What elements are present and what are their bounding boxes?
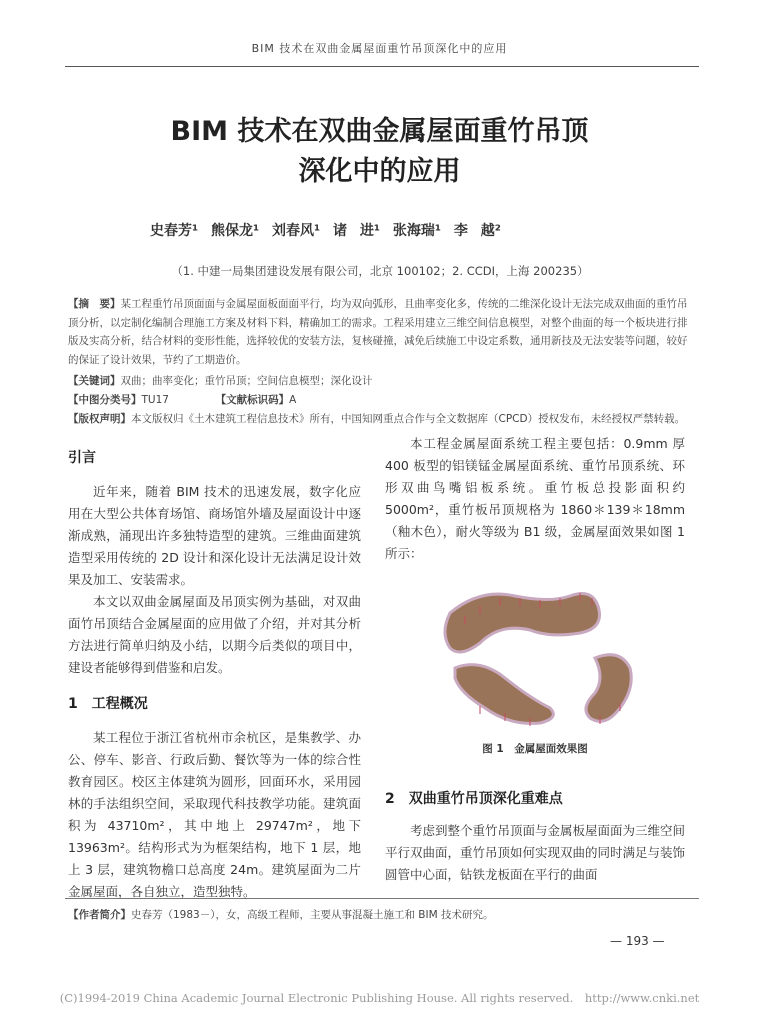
intro-paragraph-1: 近年来，随着 BIM 技术的迅速发展，数字化应用在大型公共体育场馆、商场馆外墙及屋面设计中逐渐成熟，涌现出许多独特造型的建筑。三维曲面建筑造型采用传统的 2D 设计和深化设计无法满足设计效果及加工、安装需求。	[68, 484, 361, 587]
intro-heading: 引言	[68, 450, 96, 466]
footnote-text: 史春芳（1983－），女，高级工程师，主要从事混凝土施工和 BIM 技术研究。	[131, 909, 494, 921]
copyright-notice	[68, 411, 693, 426]
footnote-label: 【作者简介】	[68, 909, 131, 921]
page-number: — 193 —	[610, 934, 665, 948]
affiliation: （1. 中建一局集团建设发展有限公司，北京 100102；2. CCDI，上海 200235）	[171, 264, 589, 278]
roof-rendering-image	[420, 578, 660, 738]
abstract-text: 某工程重竹吊顶面面与金属屋面板面面平行，均为双向弧形，且曲率变化多，传统的二维深化设计无法完成双曲面的重竹吊顶分析，以定制化编制合理施工方案及材料下料，精确加工的需求。工程采用建立三维空间信息模型，对整个曲面的每一个板块进行排版及实高分析，结合材料的变形性能，选择较优的安装方法，复核碰撞，减免后续施工中设定系数，通用新技及无法安装等问题，较好的保证了设计效果，节约了工期造价。	[68, 298, 688, 366]
keywords	[68, 373, 693, 388]
doc-label: 【文献标识码】	[215, 394, 290, 406]
paper-title	[0, 112, 759, 192]
right-column-top	[385, 433, 685, 565]
title-line-2: 深化中的应用	[298, 156, 461, 187]
section-1-heading: 1 工程概况	[68, 696, 148, 712]
roof-rendering-figure	[420, 578, 660, 738]
abstract-label: 【摘 要】	[68, 298, 121, 310]
cnki-copyright: (C)1994-2019 China Academic Journal Electronic Publishing House. All rights reserved. http://www.cnki.net	[59, 991, 700, 1005]
classification	[68, 392, 693, 407]
running-header: BIM 技术在双曲金属屋面重竹吊顶深化中的应用	[251, 42, 508, 55]
section-2-paragraph: 考虑到整个重竹吊顶面与金属板屋面面为三维空间平行双曲面，重竹吊顶如何实现双曲的同时满足与装饰圆管中心面，钻铁龙板面在平行的曲面	[385, 823, 686, 882]
section-1-paragraph: 某工程位于浙江省杭州市余杭区，是集教学、办公、停车、影音、行政后勤、餐饮等为一体的综合性教育园区。校区主体建筑为圆形，回面环水，采用园林的手法组织空间，采取现代科技教学功能。建筑面积为 43710m²，其中地上 29747m²，地下 13963m²。结构形式为为框架结构，地下 1 层，地上 3 层，建筑物檐口总高度 24m。建筑屋面为二片金属屋面，各自独立，造型独特。	[68, 730, 361, 899]
keywords-text: 双曲；曲率变化；重竹吊顶；空间信息模型；深化设计	[120, 375, 373, 387]
section-2-heading: 2 双曲重竹吊顶深化重难点	[385, 791, 563, 807]
figure-caption: 图 1 金属屋面效果图	[482, 743, 588, 755]
author-footnote	[68, 907, 693, 922]
clc-label: 【中图分类号】	[68, 394, 142, 406]
keywords-label: 【关键词】	[68, 375, 121, 387]
right-paragraph-1: 本工程金属屋面系统工程主要包括：0.9mm 厚 400 板型的铝镁锰金属屋面系统、重竹吊顶系统、环形双曲鸟嘴铝板系统。重竹板总投影面积约 5000m²，重竹板吊顶规格为 1860＊139＊18mm（釉木色），耐火等级为 B1 级，金属屋面效果如图 1 所示：	[385, 436, 685, 561]
footnote-rule	[65, 898, 699, 899]
copyright-label: 【版权声明】	[68, 413, 131, 425]
left-column	[68, 433, 361, 903]
header-rule	[65, 66, 699, 67]
doc-value: A	[289, 394, 297, 406]
author-list: 史春芳¹ 熊保龙¹ 刘春风¹ 诸 进¹ 张海瑞¹ 李 越²	[150, 223, 501, 239]
intro-paragraph-2: 本文以双曲金属屋面及吊顶实例为基础，对双曲面竹吊顶结合金属屋面的应用做了介绍，并对其分析方法进行简单归纳及小结，以期今后类似的项目中，建设者能够得到借鉴和启发。	[68, 594, 361, 675]
copyright-text: 本文版权归《土木建筑工程信息技术》所有，中国知网重点合作与全文数据库（CPCD）授权发布，未经授权严禁转载。	[131, 413, 686, 425]
abstract	[68, 295, 693, 369]
section-2-text	[385, 820, 685, 886]
title-line-1: BIM 技术在双曲金属屋面重竹吊顶	[170, 116, 589, 147]
clc-value: TU17	[141, 394, 169, 406]
